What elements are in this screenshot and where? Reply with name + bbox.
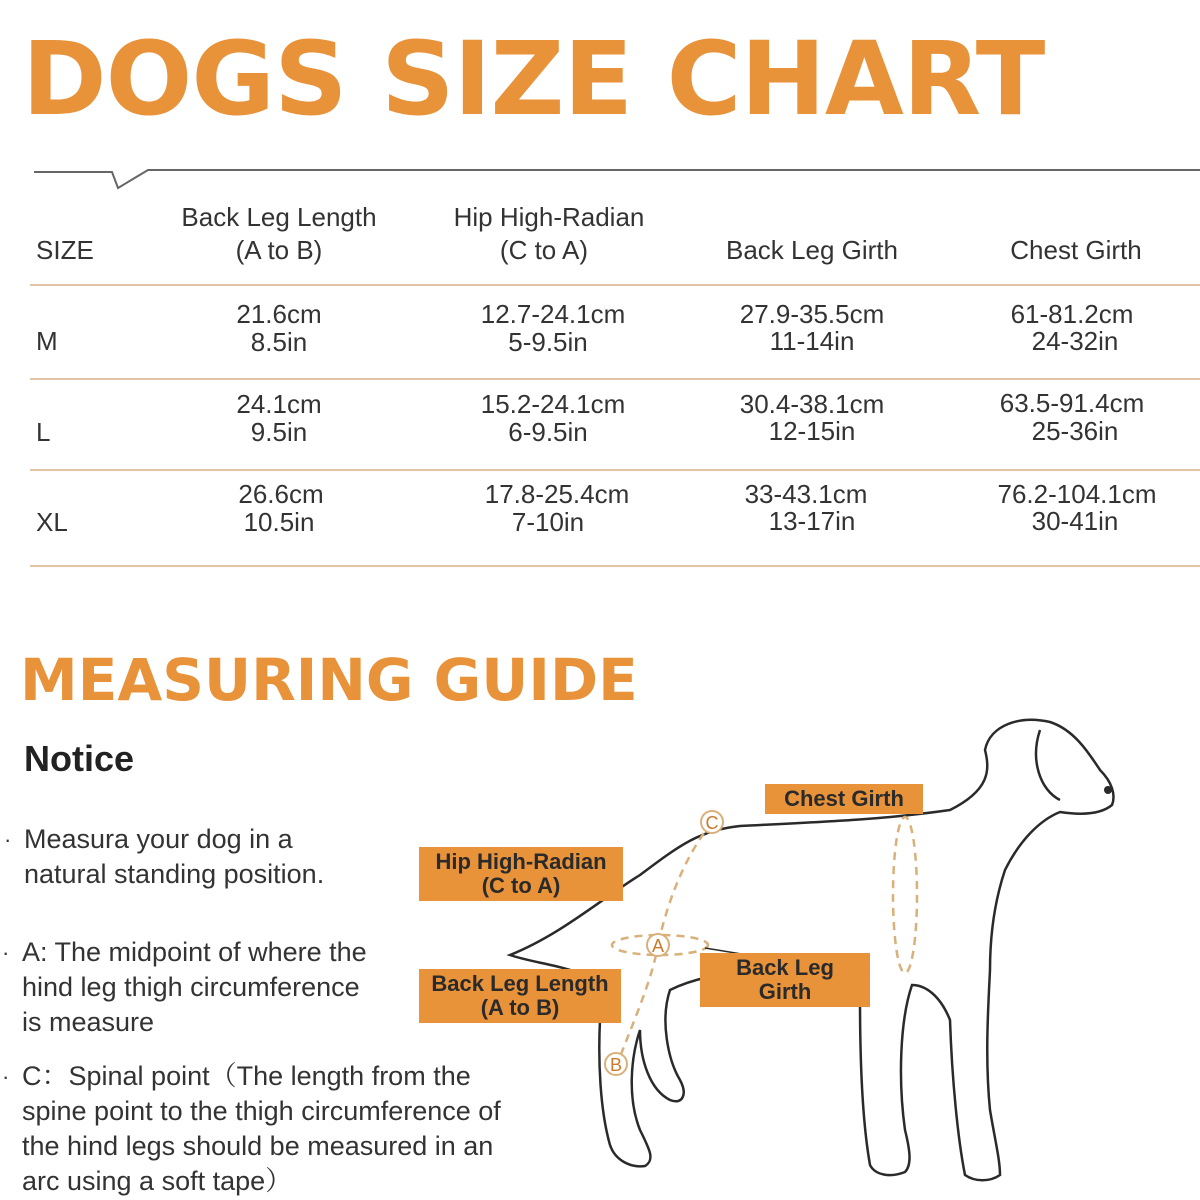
- cell-xl-back-leg-length-cm: 26.6cm: [238, 479, 324, 509]
- cell-xl-chest-girth-cm: 76.2-104.1cm: [997, 479, 1157, 509]
- cell-xl-back-leg-girth-in: 13-17in: [768, 506, 856, 536]
- row-rule: [30, 565, 1200, 567]
- cell-l-back-leg-girth-in: 12-15in: [768, 416, 856, 446]
- cell-m-hip-high-radian-cm: 12.7-24.1cm: [480, 299, 626, 329]
- cell-xl-hip-high-radian-cm: 17.8-25.4cm: [484, 479, 630, 509]
- cell-l-back-leg-girth-cm: 30.4-38.1cm: [739, 389, 885, 419]
- cell-m-back-leg-length-cm: 21.6cm: [236, 299, 322, 329]
- row-rule: [30, 378, 1200, 380]
- cell-m-back-leg-length-in: 8.5in: [250, 327, 308, 357]
- cell-xl-hip-high-radian-in: 7-10in: [511, 507, 585, 537]
- point-b-label: B: [609, 1055, 623, 1075]
- bullet-mark: ·: [2, 1064, 10, 1089]
- chest-girth-label: Chest Girth: [765, 784, 923, 814]
- notice-heading: Notice: [24, 738, 135, 779]
- cell-l-back-leg-length-in: 9.5in: [250, 417, 308, 447]
- cell-m-back-leg-girth-cm: 27.9-35.5cm: [739, 299, 885, 329]
- point-c-label: C: [705, 813, 719, 833]
- cell-m-back-leg-girth-in: 11-14in: [769, 326, 855, 356]
- point-c-marker: [701, 811, 723, 833]
- cell-l-hip-high-radian-in: 6-9.5in: [508, 417, 588, 447]
- bullet-text: Measura your dog in a natural standing position.: [24, 824, 325, 889]
- size-label-xl: XL: [36, 507, 68, 537]
- column-header-hip-high-radian-sub: (C to A): [499, 235, 589, 265]
- cell-l-chest-girth-in: 25-36in: [1031, 416, 1119, 446]
- point-a-marker: [647, 934, 669, 956]
- column-header-chest-girth: Chest Girth: [1010, 235, 1142, 265]
- dog-nose: [1104, 786, 1112, 794]
- row-rule: [30, 469, 1200, 471]
- cell-m-chest-girth-in: 24-32in: [1031, 326, 1119, 356]
- cell-l-back-leg-length-cm: 24.1cm: [236, 389, 322, 419]
- column-header-back-leg-length: Back Leg Length: [181, 202, 377, 232]
- cell-m-chest-girth-cm: 61-81.2cm: [1010, 299, 1134, 329]
- point-b-marker: [605, 1053, 627, 1075]
- size-label-l: L: [36, 417, 51, 447]
- column-header-hip-high-radian: Hip High-Radian: [453, 202, 645, 232]
- cell-xl-back-leg-girth-cm: 33-43.1cm: [744, 479, 868, 509]
- hip-high-radian-label: Hip High-Radian (C to A): [419, 847, 623, 901]
- column-header-back-leg-girth: Back Leg Girth: [726, 235, 898, 265]
- bullet-mark: ·: [4, 827, 12, 852]
- notice-bullet: [4, 822, 404, 892]
- page-title: DOGS SIZE CHART: [22, 20, 1045, 139]
- back-leg-girth-label: Back Leg Girth: [700, 953, 870, 1007]
- dog-outline-illustration: [400, 700, 1200, 1200]
- bullet-text: A: The midpoint of where the hind leg thigh circumference is measure: [22, 937, 367, 1037]
- bullet-text: C：Spinal point（The length from the spine point to the thigh circumference of the hind legs should be measured in an arc using a soft tape）: [22, 1061, 501, 1196]
- cell-xl-chest-girth-in: 30-41in: [1031, 506, 1119, 536]
- point-a-label: A: [651, 936, 665, 956]
- column-header-back-leg-length-sub: (A to B): [235, 235, 323, 265]
- notice-bullet: [2, 935, 422, 1040]
- cell-l-hip-high-radian-cm: 15.2-24.1cm: [480, 389, 626, 419]
- size-label-m: M: [36, 326, 58, 356]
- column-header-size: SIZE: [36, 235, 94, 265]
- back-leg-length-label: Back Leg Length (A to B): [419, 969, 621, 1023]
- measuring-guide-title: MEASURING GUIDE: [20, 646, 638, 714]
- title-divider: [0, 160, 1200, 190]
- cell-xl-back-leg-length-in: 10.5in: [243, 507, 315, 537]
- cell-m-hip-high-radian-in: 5-9.5in: [508, 327, 588, 357]
- header-rule: [30, 284, 1200, 286]
- cell-l-chest-girth-cm: 63.5-91.4cm: [999, 388, 1145, 418]
- bullet-mark: ·: [2, 940, 10, 965]
